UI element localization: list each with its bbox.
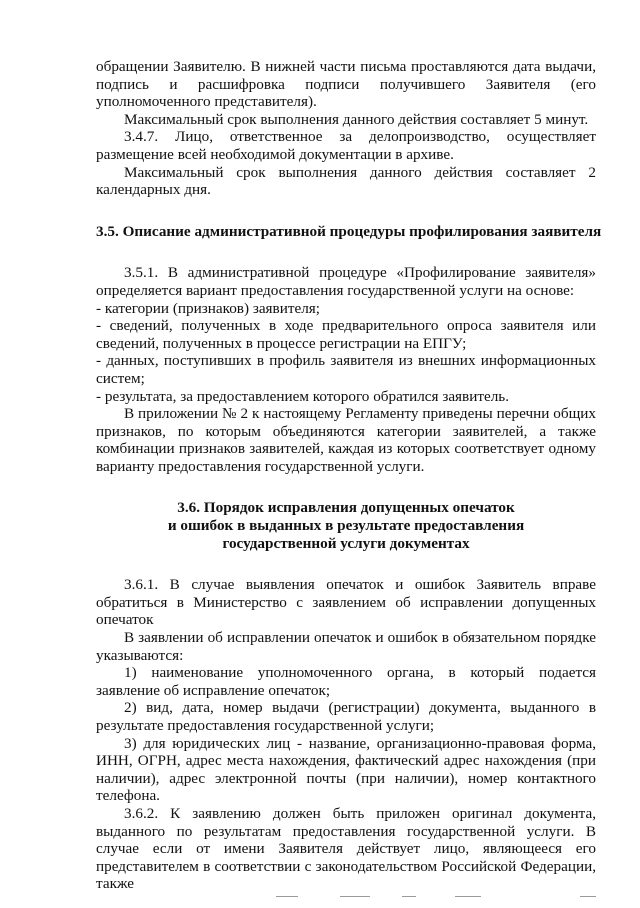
- section-heading-3-6: [96, 499, 596, 552]
- paragraph-3-6-1: 3.6.1. В случае выявления опечаток и ошибок Заявитель вправе обратиться в Министерство с заявлением об исправлении допущенных опечаток: [96, 576, 596, 629]
- list-item-survey: - сведений, полученных в ходе предварительного опроса заявителя или сведений, полученных в процессе регистрации на ЕПГУ;: [96, 317, 596, 352]
- paragraph-3-5-1: 3.5.1. В административной процедуре «Профилирование заявителя» определяется вариант предоставления государственной услуги на основе:: [96, 264, 596, 299]
- section-heading-3-6-line-1: 3.6. Порядок исправления допущенных опечаток: [177, 499, 515, 517]
- scan-mark: [402, 896, 416, 897]
- section-heading-3-5: 3.5. Описание административной процедуры профилирования заявителя: [96, 222, 602, 240]
- numbered-item-1: 1) наименование уполномоченного органа, в который подается заявление об исправление опечаток;: [96, 664, 596, 699]
- section-heading-3-6-line-3: государственной услуги документах: [222, 534, 470, 552]
- scan-artifacts: [0, 896, 640, 904]
- paragraph-3-6-2: 3.6.2. К заявлению должен быть приложен оригинал документа, выданного по результатам предоставления государственной услуги. В случае если от имени Заявителя действует лицо, являющееся его представителем в соответствии с законодательством Российской Федерации, также: [96, 804, 596, 893]
- section-heading-3-6-line-2: и ошибок в выданных в результате предоставления: [167, 517, 525, 535]
- numbered-item-2: 2) вид, дата, номер выдачи (регистрации) документа, выданного в результате предоставления государственной услуги;: [96, 699, 596, 734]
- spacer: [96, 199, 596, 223]
- scan-mark: [340, 896, 370, 897]
- list-item-category: - категории (признаков) заявителя;: [96, 299, 321, 317]
- scan-mark: [276, 896, 298, 897]
- scan-mark: [580, 896, 596, 897]
- list-item-external-data: - данных, поступивших в профиль заявителя из внешних информационных систем;: [96, 352, 596, 387]
- spacer: [96, 240, 596, 264]
- spacer: [96, 475, 596, 499]
- paragraph-appendix-2: В приложении № 2 к настоящему Регламенту приведены перечни общих признаков, по которым объединяются категории заявителей, а также комбинации признаков заявителей, каждая из которых соответствует одному варианту предоставления государственной услуги.: [96, 405, 596, 475]
- spacer: [96, 552, 596, 576]
- scan-mark: [455, 896, 481, 897]
- paragraph-3-4-7: 3.4.7. Лицо, ответственное за делопроизводство, осуществляет размещение всей необходимой документации в архиве.: [96, 128, 596, 163]
- paragraph-max-time-minutes: Максимальный срок выполнения данного действия составляет 5 минут.: [124, 110, 589, 128]
- numbered-item-3: 3) для юридических лиц - название, организационно-правовая форма, ИНН, ОГРН, адрес места нахождения, фактический адрес нахождения (при наличии), адрес электронной почты (при наличии), номер контактного телефона.: [96, 734, 596, 805]
- paragraph-max-time-days: Максимальный срок выполнения данного действия составляет 2 календарных дня.: [96, 163, 596, 199]
- list-item-result: - результата, за предоставлением которого обратился заявитель.: [96, 387, 510, 405]
- paragraph-delivery: обращении Заявителю. В нижней части письма проставляются дата выдачи, подпись и расшифровка подписи получившего Заявителя (его уполномоченного представителя).: [96, 58, 596, 111]
- document-page: [96, 58, 602, 893]
- paragraph-application-contents: В заявлении об исправлении опечаток и ошибок в обязательном порядке указываются:: [96, 629, 596, 664]
